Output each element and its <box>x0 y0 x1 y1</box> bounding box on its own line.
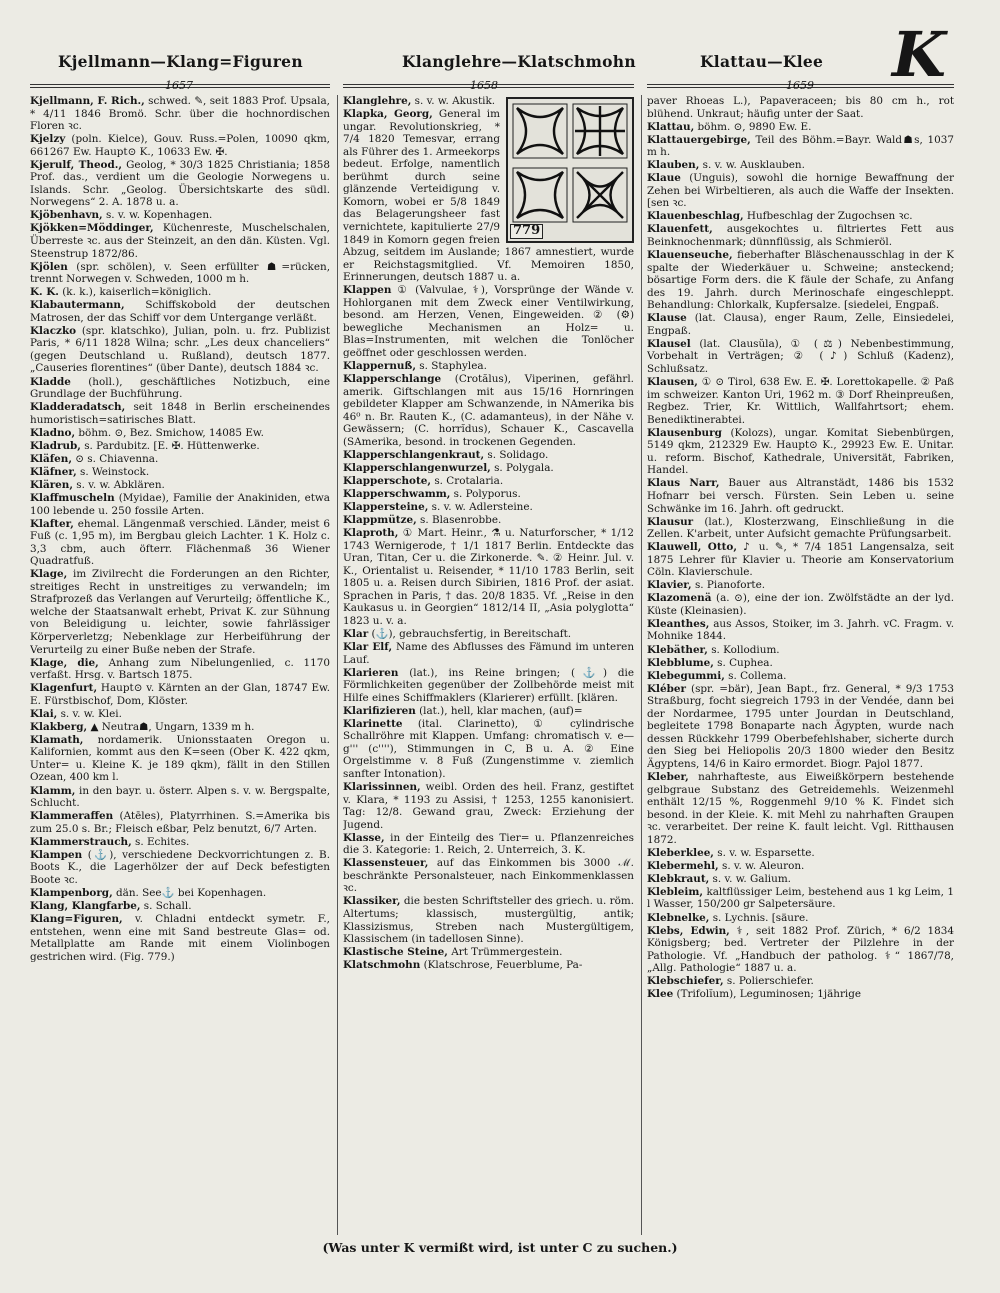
entry-text: ① Mart. Heinr., ⚗ u. Naturforscher, * 1/12 1743 Wernigerode, † 1/1 1817 Berlin. Entdeckte das Uran, Titan, Cer u. die Zirkonerde. ✎. ② Heinr. Jul. v. K., Orientalist u. Reisender, * 11/10 1783 Berlin, seit 1805 u. a. Reisen durch Sibirien, 1816 Prof. der asiat. Sprachen in Paris, † das. 20/8 1835. Vf. „Reise in den Kaukasus u. in Georgien“ 1812/14 II, „Asia polyglotta“ 1823 u. v. a. <box>343 527 634 627</box>
dictionary-entry <box>647 988 954 1001</box>
dictionary-entry <box>30 453 330 466</box>
figure-number: 779 <box>510 224 543 239</box>
entry-text: s. Pardubitz. [E. ✠. Hüttenwerke. <box>84 439 260 452</box>
dictionary-entry <box>30 261 330 286</box>
entry-headword: Kladde <box>30 375 71 388</box>
dictionary-entry <box>647 860 954 873</box>
entry-headword: Klebnelke, <box>647 911 710 924</box>
dictionary-entry <box>30 657 330 682</box>
entry-headword: Kleber, <box>647 770 689 783</box>
entry-headword: Kjölen <box>30 260 68 273</box>
entry-text: (k. k.), kaiserlich=königlich. <box>62 286 212 299</box>
entry-text: ⚕, seit 1882 Prof. Zürich, * 6/2 1834 Königsberg; bed. Vertreter der Pilzlehre in der Pathologie. Vf. „Handbuch der patholog. ⚕“ 1867/78, „Allg. Pathologie“ 1887 u. a. <box>647 924 954 975</box>
dictionary-entry <box>343 946 634 959</box>
dictionary-entry <box>647 210 954 223</box>
chladni-figure <box>506 97 634 243</box>
dictionary-entry <box>30 810 330 835</box>
dictionary-entry <box>30 721 330 734</box>
entry-headword: Klammeraffen <box>30 810 114 823</box>
dictionary-entry <box>647 223 954 248</box>
dictionary-entry <box>343 718 634 781</box>
entry-text: in den bayr. u. österr. Alpen s. v. w. Bergspalte, Schlucht. <box>30 784 330 810</box>
entry-text: (Kolozs), ungar. Komitat Siebenbürgen, 5149 qkm, 212329 Ew. Haupt⊙ K., 29923 Ew. E. Unitar. u. reform. Bischof, Kathedrale, Universität, Fabriken, Handel. <box>647 426 954 477</box>
entry-headword: Klären, <box>30 478 73 491</box>
dictionary-entry <box>30 836 330 849</box>
entry-headword: Klause <box>647 312 687 325</box>
dictionary-entry <box>30 849 330 887</box>
dictionary-entry <box>30 401 330 426</box>
entry-text: aus Assos, Stoiker, im 3. Jahrh. vC. Fragm. v. Mohnike 1844. <box>647 617 954 643</box>
entry-text: (poln. Kielce), Gouv. Russ.=Polen, 10090 qkm, 661267 Ew. Haupt⊙ K., 10633 Ew. ✠. <box>30 133 330 158</box>
dictionary-entry <box>343 959 634 972</box>
entry-headword: Klabautermann, <box>30 299 125 312</box>
entry-headword: Kléber <box>647 682 686 695</box>
entry-text: s. v. w. Akustik. <box>414 95 496 107</box>
entry-headword: Klapperschwamm, <box>343 487 451 500</box>
entry-text: Hufbeschlag der Zugochsen ꝛc. <box>746 210 913 223</box>
entry-headword: Klattauergebirge, <box>647 133 751 146</box>
entry-text: (ital. Clarinetto), ① cylindrische Schallröhre mit Klappen. Umfang: chromatisch v. e—g''' (c''''), Stimmungen in C, B u. A. ② Eine Orgelstimme v. 8 Fuß (Zungenstimme v. ziemlich sanfter Intonation). <box>343 717 634 780</box>
entry-headword: Klaproth, <box>343 527 399 540</box>
entry-text: ⊙ s. Chiavenna. <box>75 452 159 465</box>
running-head-center: Klanglehre—Klatschmohn <box>402 52 636 71</box>
entry-headword: Kläfner, <box>30 465 77 478</box>
column-left <box>30 95 330 1235</box>
entry-headword: Klapperschlangenwurzel, <box>343 461 491 474</box>
entry-headword: Klauenseuche, <box>647 249 733 262</box>
chladni-figure-drawing <box>511 102 629 238</box>
entry-headword: Klaue <box>647 172 681 185</box>
entry-headword: Klage, die, <box>30 656 99 669</box>
entry-text: s. Crotalaria. <box>434 474 504 487</box>
entry-text: Bauer aus Altranstädt, 1486 bis 1532 Hofnarr bei versch. Fürsten. Sein Leben u. seine Schwänke im 16. Jahrh. oft gedruckt. <box>647 477 954 515</box>
entry-headword: Klauenbeschlag, <box>647 210 744 223</box>
page-number-left: 1657 <box>165 79 193 92</box>
entry-headword: Klee <box>647 988 674 1001</box>
entry-headword: Klauben, <box>647 159 700 172</box>
dictionary-entry <box>30 466 330 479</box>
entry-headword: Klastische Steine, <box>343 946 448 959</box>
entry-text: fieberhafter Bläschenausschlag in der K spalte der Wiederkäuer u. Schweine; ansteckend; bösartige Form ders. die K fäule der Schafe, zu Anfang des 19. Jahrh. durch Merinoschafe eingeschleppt. Behandlung: Chlorkalk, Kupfersalze. [siedelei, Engpaß. <box>647 249 954 312</box>
entry-text: (lat. Clausŭla), ① (⚖) Nebenbestimmung, Vorbehalt in Verträgen; ② (♪) Schluß (Kadenz), Schlußsatz. <box>647 337 954 375</box>
entry-text: nahrhafteste, aus Eiweißkörpern bestehende gelbgraue Substanz des Getreidemehls. Weizenmehl enthält 12/15 %, Roggenmehl 9/10 % K. Findet sich besond. in der Kleie. K. mit Mehl zu nahrhaften Graupen ꝛc. verarbeitet. Der reine K. fault leicht. Vgl. Ritthausen 1872. <box>647 770 954 846</box>
dictionary-entry <box>647 312 954 337</box>
entry-text: ① (Valvulae, ⚕), Vorsprünge der Wände v. Hohlorganen mit dem Zweck einer Ventilwirkung, besond. am Herzen, Venen, Eingeweiden. ② (⚙) bewegliche Mechanismen an Holz= u. Blas=Instrumenten, mit welchen die Tonlöcher geöffnet oder geschlossen werden. <box>343 284 634 359</box>
dictionary-entry <box>647 516 954 541</box>
dictionary-entry <box>30 159 330 209</box>
entry-headword: Klausel <box>647 337 691 350</box>
entry-headword: Kladno, <box>30 426 76 439</box>
entry-headword: Klebegummi, <box>647 669 725 682</box>
dictionary-entry <box>647 134 954 159</box>
entry-headword: Klampenborg, <box>30 886 113 899</box>
dictionary-entry <box>647 657 954 670</box>
dictionary-entry <box>647 427 954 477</box>
entry-text: (Crotălus), Viperinen, gefährl. amerik. Giftschlangen mit aus 15/16 Hornringen gebildeter Klapper am Schwanzende, in NAmerika bis 46⁰ n. Br. Rauten K., (C. adamanteus), in der Nähe v. Gewässern; (C. horrĭdus), Schauer K., Cascavella (SAmerika, besond. in trockenen Gegenden. <box>343 373 634 448</box>
entry-text: (spr. =bär), Jean Bapt., frz. General, * 9/3 1753 Straßburg, focht siegreich 1793 in der Vendée, dann bei der Nordarmee, 1795 unter Jourdan in Deutschland, begleitete 1798 Bonaparte nach Ägypten, wurde nach dessen Rückkehr 1799 Oberbefehlshaber, sicherte durch den Sieg bei Heliopolis 20/3 1800 wieder den Besitz Ägyptens, 14/6 in Kairo ermordet. Biogr. Pajol 1877. <box>647 682 954 770</box>
entry-headword: Kladrub, <box>30 439 81 452</box>
dictionary-entry <box>30 913 330 963</box>
entry-headword: Klazomenä <box>647 592 712 605</box>
entry-headword: Klebschiefer, <box>647 975 724 988</box>
entry-headword: Klebermehl, <box>647 859 719 872</box>
entry-headword: Klai, <box>30 707 58 720</box>
entry-text: Art Trümmergestein. <box>451 946 563 959</box>
dictionary-entry <box>30 734 330 784</box>
dictionary-entry <box>647 771 954 846</box>
dictionary-entry <box>30 568 330 656</box>
entry-text: s. Blasenrobbe. <box>420 514 502 527</box>
entry-text: kaltflüssiger Leim, bestehend aus 1 kg Leim, 1 l Wasser, 150/200 gr Salpetersäure. <box>647 885 954 911</box>
dictionary-entry <box>647 847 954 860</box>
dictionary-entry <box>647 338 954 376</box>
entry-headword: Klappernuß, <box>343 359 416 372</box>
entry-headword: Klapperschlange <box>343 373 442 386</box>
entry-text: (holl.), geschäftliches Notizbuch, eine Grundlage der Buchführung. <box>30 375 330 401</box>
entry-headword: Klapperschote, <box>343 474 432 487</box>
dictionary-entry <box>343 360 634 373</box>
entry-text: ehemal. Längenmaß verschied. Länder, meist 6 Fuß (c. 1,95 m), im Bergbau gleich Lachter. 1 K. Holz c. 3,3 cbm, auch öfterr. Flächenmaß 36 Wiener Quadratfuß. <box>30 517 330 568</box>
entry-headword: Klattau, <box>647 120 695 133</box>
entry-text: (spr. schölen), v. Seen erfüllter ☗=rücken, trennt Norwegen v. Schweden, 1000 m h. <box>30 260 330 286</box>
entry-headword: K. K. <box>30 286 59 299</box>
dictionary-entry <box>30 376 330 401</box>
entry-text: v. Chladni entdeckt symetr. F., entstehen, wenn eine mit Sand bestreute Glas= od. Metallplatte am Rande mit einem Violinbogen gestrichen wird. (Fig. 779.) <box>30 913 330 963</box>
entry-headword: Klamm, <box>30 784 76 797</box>
entry-text: s. v. w. Esparsette. <box>717 846 815 859</box>
entry-headword: Klarifizieren <box>343 704 416 717</box>
entry-text: (lat.), ins Reine bringen; (⚓) die Förmlichkeiten gegenüber der Zollbehörde meist mit Hilfe eines Schiffmaklers (Klarierer) erfüllt. [klären. <box>343 666 634 704</box>
entry-headword: Klakberg, <box>30 720 88 733</box>
entry-headword: Klanglehre, <box>343 95 412 107</box>
entry-headword: Klappmütze, <box>343 514 417 527</box>
entry-headword: Klassensteuer, <box>343 857 429 870</box>
entry-text: Name des Abflusses des Fämund im unteren Lauf. <box>343 641 634 666</box>
entry-headword: Klang, Klangfarbe, <box>30 899 141 912</box>
page-number-center: 1658 <box>470 79 498 92</box>
entry-headword: Klauwell, Otto, <box>647 541 737 554</box>
entry-text: s. v. w. Galium. <box>712 872 791 885</box>
column-rule <box>337 95 338 1235</box>
dictionary-entry <box>30 900 330 913</box>
entry-text: Geolog, * 30/3 1825 Christiania; 1858 Prof. das., verdient um die Geologie Norwegens u. Islands. Schr. „Geolog. Übersichtskarte des südl. Norwegens“ 2. A. 1878 u. a. <box>30 158 330 209</box>
entry-headword: Klarieren <box>343 666 399 679</box>
entry-text: (⚓), gebrauchsfertig, in Bereitschaft. <box>371 627 572 640</box>
column-right <box>647 95 954 1235</box>
dictionary-entry <box>647 95 954 120</box>
entry-headword: Klausenburg <box>647 426 722 439</box>
entry-text: s. Echites. <box>135 835 190 848</box>
entry-text: s. v. w. Abklären. <box>76 478 165 491</box>
dictionary-entry <box>30 887 330 900</box>
dictionary-entry <box>30 133 330 158</box>
entry-text: (lat.), hell, klar machen, (auf)= <box>419 704 583 717</box>
dictionary-entry <box>30 95 330 133</box>
entry-headword: Kjelzy <box>30 133 66 146</box>
entry-headword: Kjöbenhavn, <box>30 209 103 222</box>
entry-text: böhm. ⊙, 9890 Ew. E. <box>697 120 812 133</box>
entry-headword: Klapperschlangenkraut, <box>343 448 485 461</box>
entry-text: seit 1848 in Berlin erscheinendes humoristisch=satirisches Blatt. <box>30 401 330 426</box>
entry-text: (spr. klatschko), Julian, poln. u. frz. Publizist Paris, * 6/11 1828 Wilna; schr. „Les deux chanceliers“ (gegen Deutschland u. Rußland), deutsch 1877. „Causeries florentines“ (über Dante), deutsch 1884 ꝛc. <box>30 324 330 375</box>
entry-text: s. Staphylea. <box>419 359 487 372</box>
dictionary-entry <box>30 440 330 453</box>
entry-text: böhm. ⊙, Bez. Smichow, 14085 Ew. <box>78 426 264 439</box>
entry-text: Küchenreste, Muschelschalen, Überreste ꝛc. aus der Steinzeit, an den dän. Küsten. Vgl. Steenstrup 1872/86. <box>30 222 330 260</box>
entry-text: s. v. w. Klei. <box>60 707 122 720</box>
entry-headword: Klarissinnen, <box>343 781 421 794</box>
dictionary-entry <box>30 286 330 299</box>
entry-headword: Klammerstrauch, <box>30 835 132 848</box>
dictionary-entry <box>343 705 634 718</box>
dictionary-entry <box>647 683 954 771</box>
entry-headword: Klebäther, <box>647 643 708 656</box>
entry-headword: Klasse, <box>343 831 385 844</box>
entry-text: s. Schall. <box>143 899 192 912</box>
footer-note: (Was unter K vermißt wird, ist unter C zu suchen.) <box>322 1240 678 1255</box>
entry-text: in der Einteilg des Tier= u. Pflanzenreiches die 3. Kategorie: 1. Reich, 2. Unterreich, 3. K. <box>343 831 634 857</box>
dictionary-entry <box>647 592 954 617</box>
entry-headword: Klafter, <box>30 517 74 530</box>
dictionary-entry <box>343 514 634 527</box>
dictionary-entry <box>647 477 954 515</box>
entry-text: ausgekochtes u. filtriertes Fett aus Beinknochenmark; dünnflüssig, als Schmieröl. <box>647 223 954 249</box>
entry-text: (lat.), Klosterzwang, Einschließung in die Zellen. K'arbeit, unter Aufsicht gemachte Prüfungsarbeit. <box>647 515 954 541</box>
entry-headword: Klapka, Georg, <box>343 108 433 121</box>
entry-text: ♪ u. ✎, * 7/4 1851 Langensalza, seit 1875 Lehrer für Klavier u. Theorie am Konservatorium Cöln. Klavierschule. <box>647 541 954 579</box>
dictionary-entry <box>647 975 954 988</box>
entry-headword: Kladderadatsch, <box>30 401 126 414</box>
entry-text: ① ⊙ Tirol, 638 Ew. E. ✠. Lorettokapelle. ② Paß im schweizer. Kanton Uri, 1962 m. ③ Dorf Rheinpreußen, Regbez. Trier, Kr. Wittlich, Wallfahrtsort; ehem. Benediktinerabtei. <box>647 376 954 426</box>
entry-text: s. v. w. Aleuron. <box>721 859 805 872</box>
entry-headword: Klaus Narr, <box>647 477 720 490</box>
entry-text: (Unguis), sowohl die hornige Bewaffnung der Zehen bei Wirbeltieren, als auch die Waffe der Insekten. [sen ꝛc. <box>647 172 954 210</box>
entry-text: s. Cuphea. <box>717 656 773 669</box>
entry-text: s. Solidago. <box>487 448 549 461</box>
dictionary-entry <box>343 475 634 488</box>
entry-text: (Atēles), Platyrrhinen. S.=Amerika bis zum 25.0 s. Br.; Fleisch eßbar, Pelz benutzt, 6/7 Arten. <box>30 810 330 835</box>
entry-headword: Kleanthes, <box>647 617 710 630</box>
entry-headword: Klassiker, <box>343 895 401 908</box>
entry-headword: Kläfen, <box>30 452 72 465</box>
entry-text: auf das Einkommen bis 3000 ℳ. beschränkte Personalsteuer, nach Einkommenklassen ꝛc. <box>343 857 634 895</box>
entry-headword: Klagenfurt, <box>30 682 98 695</box>
column-middle <box>343 95 634 1235</box>
entry-text: s. Lychnis. [säure. <box>712 911 809 924</box>
entry-text: Schiffskobold der deutschen Matrosen, der das Schiff vor dem Untergange verläßt. <box>30 299 330 324</box>
entry-text: die besten Schriftsteller des griech. u. röm. Altertums; klassisch, mustergültig, antik; Klassizismus, Streben nach Mustergültigem, Klassischem (in tadellosen Sinne). <box>343 895 634 946</box>
dictionary-entry <box>647 925 954 975</box>
entry-text: s. Weinstock. <box>80 465 150 478</box>
entry-headword: Klappen <box>343 284 392 297</box>
entry-headword: Kjellmann, F. Rich., <box>30 95 145 107</box>
entry-text: (lat. Clausa), enger Raum, Zelle, Einsiedelei, Engpaß. <box>647 312 954 337</box>
entry-headword: Klaffmuscheln <box>30 491 115 504</box>
dictionary-entry <box>343 449 634 462</box>
entry-text: General im ungar. Revolutionskrieg, * 7/4 1820 Temesvar, errang als Führer des 1. Armeekorps bedeut. Erfolge, namentlich berühmt durch seine glänzende Verteidigung v. Komorn, wobei er 5/8 1849 das Belagerungsheer fast vernichtete, kapitulierte 27/9 1849 in Komorn gegen freien Abzug, seitdem im Auslande; 1867 amnestiert, wurde er Reichstagsmitglied. Vf. Memoiren 1850, Erinnerungen, deutsch 1887 u. a. <box>343 108 634 284</box>
entry-headword: Klauenfett, <box>647 223 713 236</box>
dictionary-entry <box>30 708 330 721</box>
page-number-right: 1659 <box>786 79 814 92</box>
dictionary-entry <box>30 209 330 222</box>
dictionary-entry <box>343 667 634 705</box>
entry-text: s. Pianoforte. <box>694 579 766 592</box>
entry-text: (Trifolĭum), Leguminosen; 1jährige <box>676 988 862 1001</box>
dictionary-entry <box>30 427 330 440</box>
dictionary-entry <box>343 488 634 501</box>
dictionary-entry <box>30 222 330 260</box>
dictionary-entry <box>30 518 330 568</box>
entry-text: (Klatschrose, Feuerblume, Pa- <box>423 959 583 972</box>
entry-headword: Klappersteine, <box>343 501 429 513</box>
entry-text: (⚓), verschiedene Deckvorrichtungen z. B. Boots K., die Lagerhölzer der auf Deck befestigten Boote ꝛc. <box>30 848 330 886</box>
entry-text: s. Polierschiefer. <box>726 975 814 988</box>
dictionary-entry <box>647 541 954 579</box>
entry-headword: Klausur <box>647 515 694 528</box>
dictionary-entry <box>343 832 634 857</box>
entry-text: s. Kollodium. <box>711 643 780 656</box>
entry-text: Haupt⊙ v. Kärnten an der Glan, 18747 Ew. E. Fürstbischof, Dom, Klöster. <box>30 682 330 707</box>
entry-headword: Klebs, Edwin, <box>647 924 730 937</box>
dictionary-entry <box>30 682 330 707</box>
entry-headword: Kjökken=Möddinger, <box>30 222 154 235</box>
dictionary-entry <box>647 579 954 592</box>
entry-headword: Kleberklee, <box>647 846 714 859</box>
dictionary-entry <box>343 641 634 666</box>
dictionary-entry <box>647 376 954 426</box>
entry-text: nordamerik. Unionsstaaten Oregon u. Kalifornien, kommt aus den K=seen (Ober K. 422 qkm, Unter= u. Kleine K. je 189 qkm), fällt in den Stillen Ozean, 400 km l. <box>30 733 330 784</box>
dictionary-entry <box>647 159 954 172</box>
section-letter: K <box>892 18 946 91</box>
entry-headword: Klampen <box>30 848 83 861</box>
column-rule <box>641 95 642 1235</box>
entry-text: im Zivilrecht die Forderungen an den Richter, streitiges Recht in unstreitiges zu verwandeln; im Strafprozeß das Verlangen auf Verurteilg; öffentliche K., welche der Staatsanwalt erhebt, Privat K. zur Sühnung von Beleidigung u. leichter, sowie fahrlässiger Körperverletzg; Nebenklage zur Herbeiführung der Verurteilg zu einer Buße neben der Strafe. <box>30 568 330 656</box>
dictionary-entry <box>343 895 634 945</box>
entry-text: weibl. Orden des heil. Franz, gestiftet v. Klara, * 1193 zu Assisi, † 1253, 1255 kanonisiert. Tag: 12/8. Gewand grau, Zweck: Erziehung der Jugend. <box>343 781 634 831</box>
dictionary-entry <box>343 462 634 475</box>
dictionary-entry <box>343 501 634 514</box>
dictionary-entry <box>30 479 330 492</box>
dictionary-entry <box>30 325 330 375</box>
entry-text: s. v. w. Adlersteine. <box>431 501 533 513</box>
dictionary-entry <box>30 785 330 810</box>
entry-text: ▲ Neutra☗, Ungarn, 1339 m h. <box>90 720 255 733</box>
entry-text: dän. See⚓ bei Kopenhagen. <box>116 886 267 899</box>
entry-headword: Klebkraut, <box>647 872 710 885</box>
dictionary-entry <box>647 873 954 886</box>
dictionary-entry <box>647 912 954 925</box>
dictionary-entry <box>343 527 634 627</box>
dictionary-entry <box>343 373 634 448</box>
dictionary-entry <box>647 172 954 210</box>
dictionary-entry <box>343 628 634 641</box>
entry-text: s. Polyporus. <box>453 487 521 500</box>
entry-text: paver Rhoeas L.), Papaveraceen; bis 80 cm h., rot blühend. Unkraut; häufig unter der Saat. <box>647 95 954 120</box>
entry-headword: Klamath, <box>30 733 84 746</box>
entry-text: Anhang zum Nibelungenlied, c. 1170 verfaßt. Hrsg. v. Bartsch 1875. <box>30 656 330 682</box>
entry-headword: Klavier, <box>647 579 692 592</box>
entry-text: s. v. w. Kopenhagen. <box>105 209 213 222</box>
entry-headword: Kjerulf, Theod., <box>30 158 122 171</box>
running-head-left: Kjellmann—Klang=Figuren <box>58 52 303 71</box>
entry-text: (a. ⊙), eine der ion. Zwölfstädte an der lyd. Küste (Kleinasien). <box>647 592 954 617</box>
dictionary-entry <box>647 670 954 683</box>
dictionary-entry <box>647 644 954 657</box>
dictionary-entry <box>647 618 954 643</box>
dictionary-entry <box>647 121 954 134</box>
entry-headword: Klebleim, <box>647 885 703 898</box>
entry-headword: Klar <box>343 627 369 640</box>
dictionary-entry <box>30 299 330 324</box>
entry-headword: Klage, <box>30 568 68 581</box>
entry-headword: Klatschmohn <box>343 959 421 972</box>
entry-headword: Klang=Figuren, <box>30 913 123 925</box>
entry-headword: Klausen, <box>647 376 698 389</box>
entry-text: s. v. w. Ausklauben. <box>702 159 805 172</box>
entry-text: s. Collema. <box>728 669 787 682</box>
entry-headword: Klebblume, <box>647 656 714 669</box>
entry-headword: Klarinette <box>343 717 403 730</box>
running-head-right: Klattau—Klee <box>700 52 824 71</box>
dictionary-entry <box>343 781 634 831</box>
dictionary-entry <box>343 857 634 895</box>
dictionary-entry <box>343 284 634 359</box>
dictionary-entry <box>647 249 954 312</box>
entry-text: (Myidae), Familie der Anakiniden, etwa 100 lebende u. 250 fossile Arten. <box>30 491 330 517</box>
entry-headword: Klaczko <box>30 324 77 337</box>
entry-text: s. Polygala. <box>494 461 554 474</box>
entry-text: Teil des Böhm.=Bayr. Wald☗s, 1037 m h. <box>647 133 954 159</box>
entry-headword: Klar Elf, <box>343 641 393 654</box>
dictionary-entry <box>30 492 330 517</box>
dictionary-entry <box>647 886 954 911</box>
entry-text: schwed. ✎, seit 1883 Prof. Upsala, * 4/11 1846 Bromö. Schr. über die hochnordischen Floren ꝛc. <box>30 95 330 133</box>
